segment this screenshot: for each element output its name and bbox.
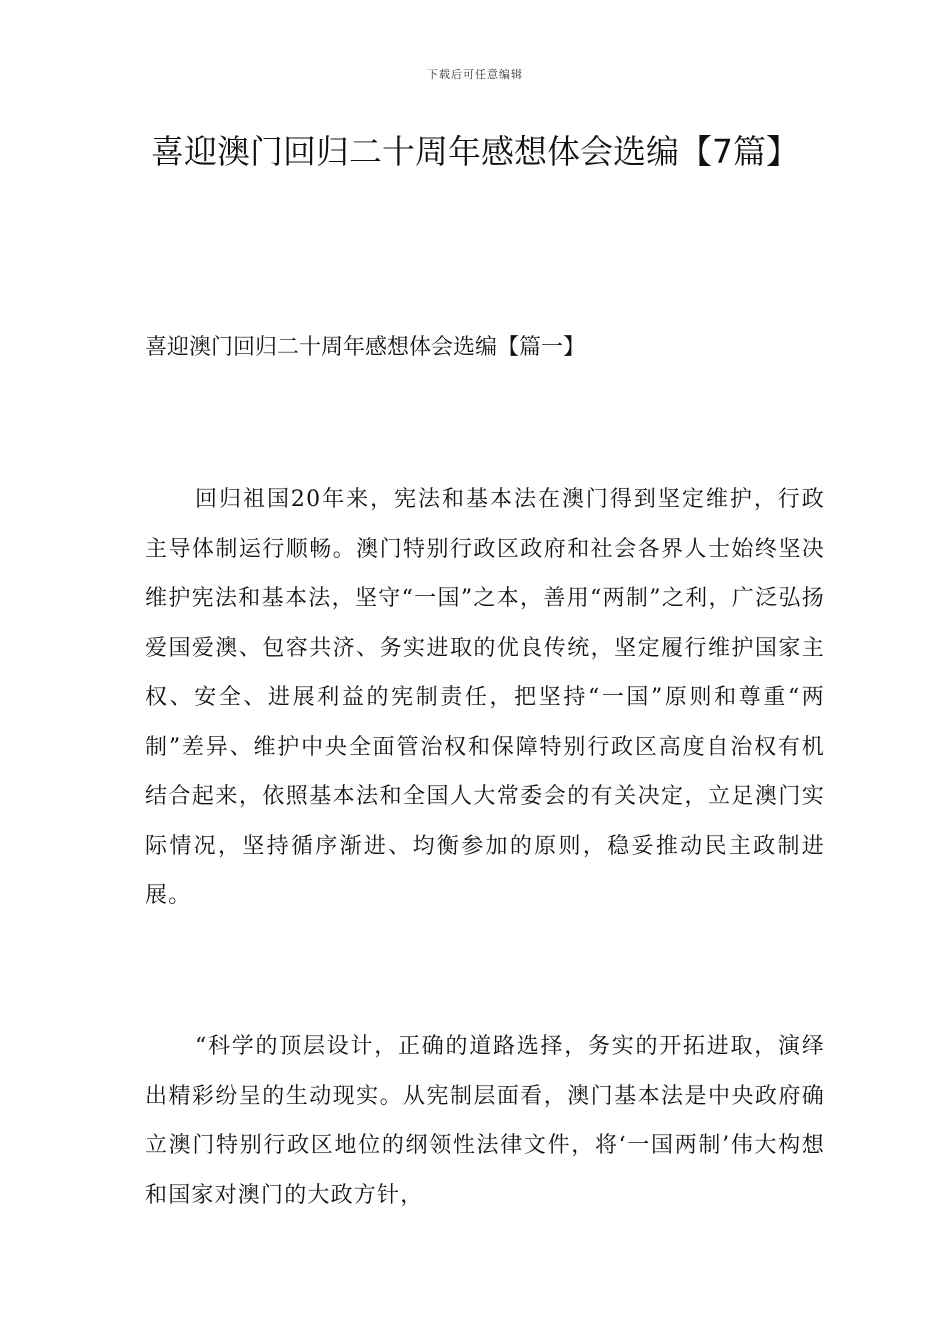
body-paragraph-1: 回归祖国20年来，宪法和基本法在澳门得到坚定维护，行政主导体制运行顺畅。澳门特别行政区政府和社会各界人士始终坚决维护宪法和基本法，坚守“一国”之本，善用“两制”之利，广泛弘扬爱国爱澳、包容共济、务实进取的优良传统，坚定履行维护国家主权、安全、进展利益的宪制责任，把坚持“一国”原则和尊重“两制”差异、维护中央全面管治权和保障特别行政区高度自治权有机结合起来，依照基本法和全国人大常委会的有关决定，立足澳门实际情况，坚持循序渐进、均衡参加的原则，稳妥推动民主政制进展。 [145, 487, 825, 908]
body-paragraph-2: “科学的顶层设计，正确的道路选择，务实的开拓进取，演绎出精彩纷呈的生动现实。从宪制层面看，澳门基本法是中央政府确立澳门特别行政区地位的纲领性法律文件，将‘一国两制’伟大构想和国家对澳门的大政方针， [145, 1034, 825, 1208]
page-header-note: 下载后可任意编辑 [427, 68, 523, 81]
document-title: 喜迎澳门回归二十周年感想体会选编【7篇】 [151, 132, 799, 171]
section-heading: 喜迎澳门回归二十周年感想体会选编【篇一】 [145, 335, 586, 360]
